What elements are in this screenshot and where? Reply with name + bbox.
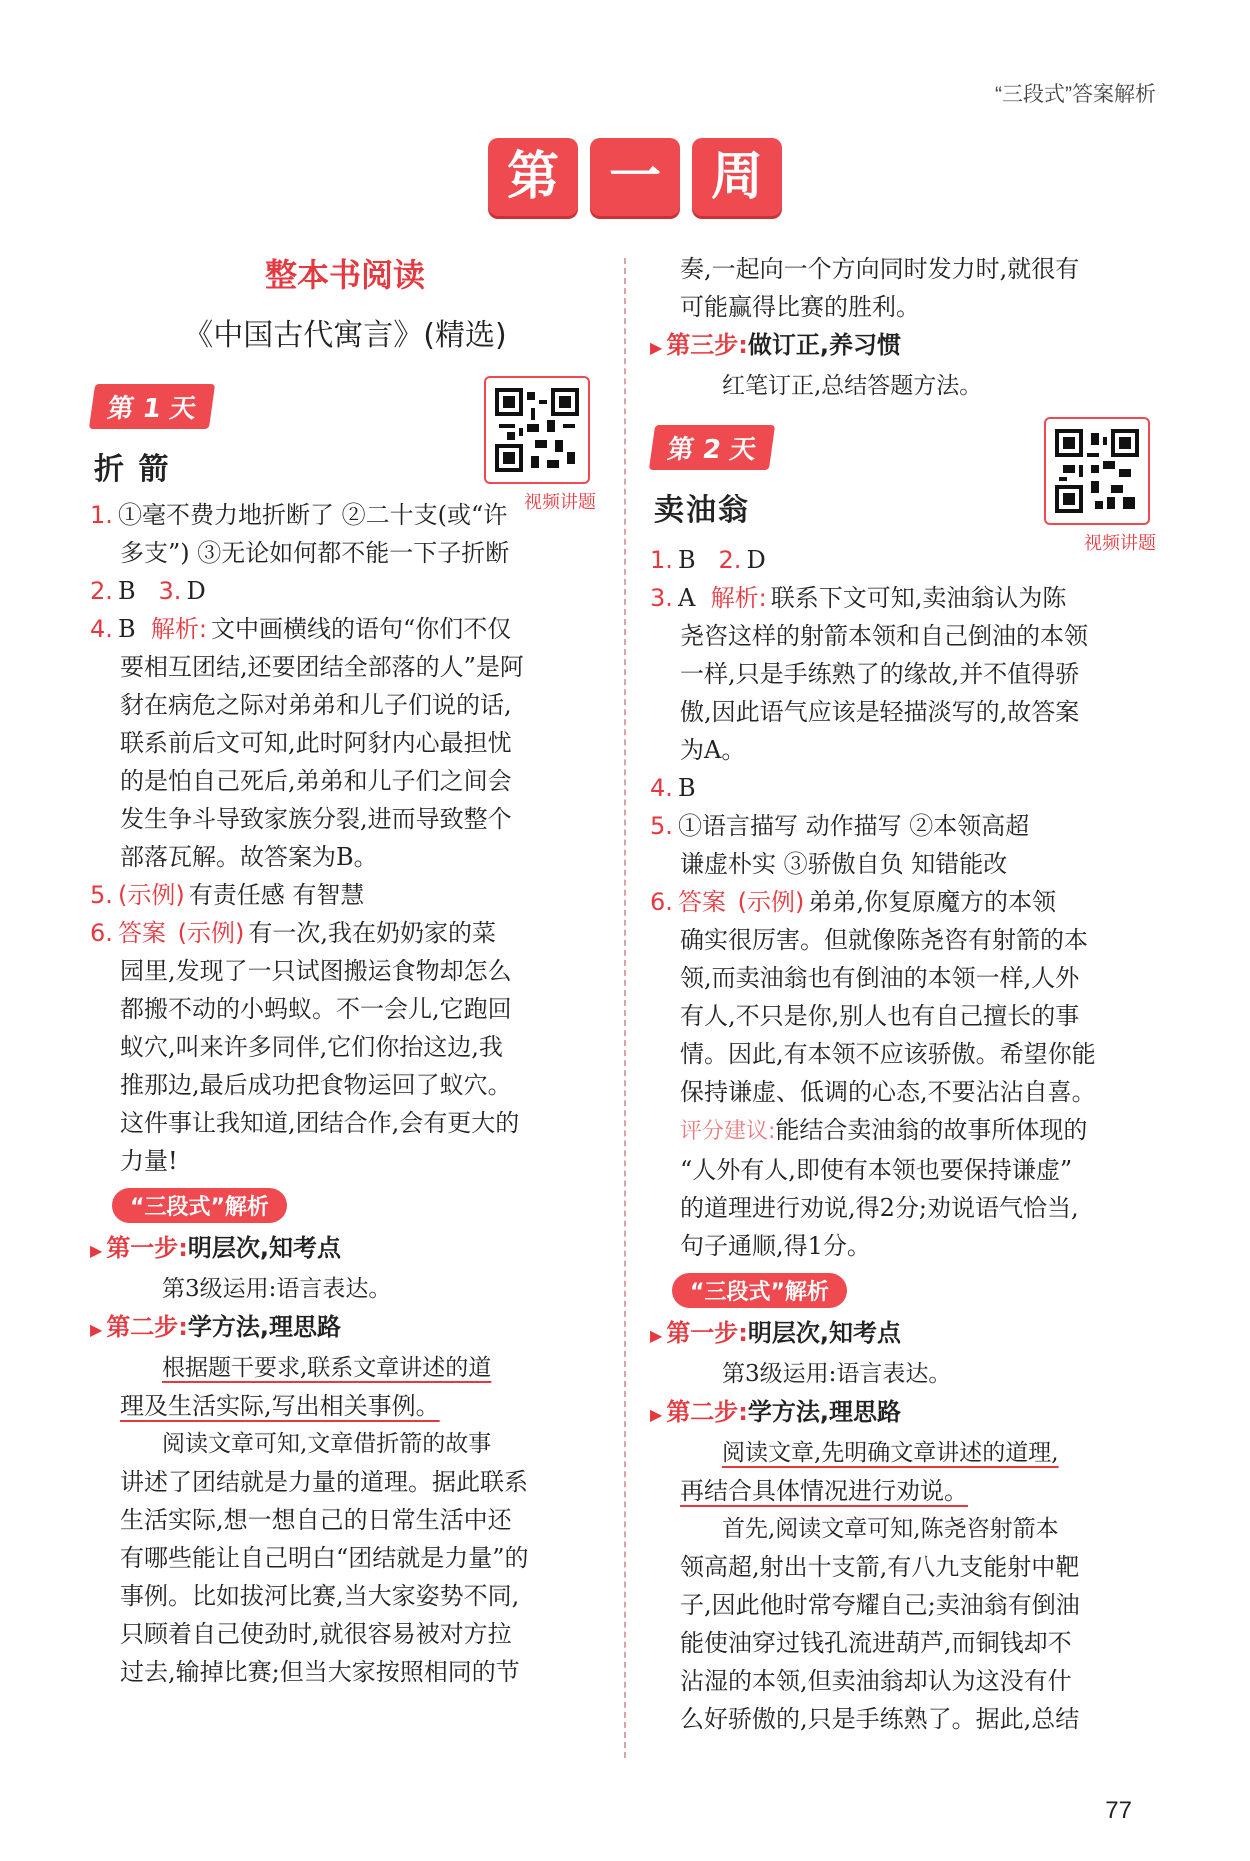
step-text: 阅读文章可知,文章借折箭的故事 [162, 1431, 492, 1457]
answer-number: 2. [90, 577, 113, 605]
answer-1-cont: 多支”) ③无论如何都不能一下子折断 [120, 539, 510, 567]
step-text: 子,因此他时常夸耀自己;卖油翁有倒油 [680, 1591, 1080, 1619]
answer-text: 有一次,我在奶奶家的菜 [248, 919, 497, 947]
step-desc: 学方法,理思路 [747, 1398, 902, 1426]
step-1 [90, 1229, 600, 1270]
answer-number: 6. [650, 888, 673, 916]
scoring-tag: 评分建议: [680, 1119, 776, 1144]
answer-text: 推那边,最后成功把食物运回了蚁穴。 [120, 1071, 512, 1099]
answer-text: A [678, 584, 696, 612]
answer-text: 豺在病危之际对弟弟和儿子们说的话, [120, 691, 512, 719]
column-divider [624, 258, 626, 1758]
underlined-text: 阅读文章,先明确文章讲述的道理, [722, 1440, 1059, 1466]
answer-text: 蚁穴,叫来许多同伴,它们你抬这边,我 [120, 1033, 503, 1061]
step-name: 第一步: [666, 1319, 748, 1347]
book-title: 《中国古代寓言》(精选) [183, 318, 507, 353]
step-name: 第一步: [106, 1234, 188, 1262]
step-text: 讲述了团结就是力量的道理。据此联系 [120, 1468, 528, 1496]
answer-text: B [678, 774, 696, 802]
answer-text: B [678, 546, 696, 574]
answer-text: B [118, 577, 136, 605]
answer-2-3 [90, 572, 600, 610]
answer-text: 园里,发现了一只试图搬运食物却怎么 [120, 957, 512, 985]
day-header [90, 376, 600, 513]
answer-number: 6. [90, 919, 113, 947]
answer-tag: 答案 [678, 888, 726, 916]
answer-text: 部落瓦解。故答案为B。 [120, 843, 378, 871]
analysis-tag: 解析: [150, 615, 207, 643]
answer-number: 1. [90, 501, 113, 529]
answer-6 [650, 883, 1160, 921]
arrow-icon: ▶ [650, 1326, 663, 1345]
answer-text: ①毫不费力地折断了 ②二十支(或“许 [118, 501, 508, 529]
answer-text: ①语言描写 动作描写 ②本领高超 [678, 812, 1030, 840]
answer-text: 联系下文可知,卖油翁认为陈 [770, 584, 1067, 612]
step-text: 沾湿的本领,但卖油翁却认为这没有什 [680, 1667, 1072, 1695]
answer-3 [650, 579, 1160, 617]
arrow-icon: ▶ [90, 1320, 103, 1339]
answer-number: 1. [650, 546, 673, 574]
step-desc: 学方法,理思路 [187, 1313, 342, 1341]
step-name: 第二步: [106, 1313, 188, 1341]
step-text: 能使油穿过钱孔流进葫芦,而铜钱却不 [680, 1629, 1072, 1657]
answer-text: 有人,不只是你,别人也有自己擅长的事 [680, 1002, 1080, 1030]
step-1 [650, 1314, 1160, 1355]
qr-label: 视频讲题 [524, 492, 596, 513]
step-2 [650, 1393, 1160, 1434]
week-char: 周 [692, 138, 782, 216]
answer-text: 弟弟,你复原魔方的本领 [808, 888, 1057, 916]
answer-text: 为A。 [680, 736, 746, 764]
underlined-text: 理及生活实际,写出相关事例。 [120, 1392, 440, 1420]
qr-code-icon[interactable] [1044, 417, 1150, 525]
answer-text: B [118, 615, 136, 643]
step-2 [90, 1308, 600, 1349]
week-char: 一 [590, 138, 680, 216]
underlined-text: 再结合具体情况进行劝说。 [680, 1477, 968, 1505]
analysis-tag: 解析: [710, 584, 767, 612]
qr-label: 视频讲题 [1084, 533, 1156, 554]
answer-6 [90, 914, 600, 952]
step-text [650, 1472, 1160, 1510]
answer-text: 的道理进行劝说,得2分;劝说语气恰当, [680, 1194, 1079, 1222]
day-badge: 第 1 天 [89, 384, 216, 429]
answer-number: 4. [650, 774, 673, 802]
answer-text: 一样,只是手练熟了的缘故,并不值得骄 [680, 660, 1080, 688]
answer-text: 情。因此,有本领不应该骄傲。希望你能 [680, 1040, 1096, 1068]
day-header [650, 417, 1160, 554]
arrow-icon: ▶ [650, 338, 663, 357]
step-text: 第3级运用:语言表达。 [722, 1361, 952, 1387]
answer-number: 3. [650, 584, 673, 612]
step-desc: 明层次,知考点 [187, 1234, 342, 1262]
answer-text: 确实很厉害。但就像陈尧咨有射箭的本 [680, 926, 1088, 954]
answer-text: 联系前后文可知,此时阿豺内心最担忧 [120, 729, 512, 757]
right-column [650, 250, 1160, 1738]
answer-5 [650, 807, 1160, 845]
example-tag: (示例) [118, 881, 185, 909]
answer-text: 有责任感 有智慧 [188, 881, 365, 909]
step-text: 只顾着自己使劲时,就很容易被对方拉 [120, 1620, 512, 1648]
step-name: 第三步: [666, 331, 748, 359]
step-text [90, 1349, 600, 1387]
arrow-icon: ▶ [650, 1405, 663, 1424]
answer-text: 都搬不动的小蚂蚁。不一会儿,它跑回 [120, 995, 512, 1023]
answer-text: “人外有人,即使有本领也要保持谦虚” [680, 1156, 1073, 1184]
answer-number: 2. [718, 546, 742, 574]
scoring-hint [650, 1111, 1160, 1151]
answer-text: 能结合卖油翁的故事所体现的 [775, 1116, 1088, 1144]
answer-text: 要相互团结,还要团结全部落的人”是阿 [120, 653, 524, 681]
answer-tag: 答案 [118, 919, 166, 947]
example-tag: (示例) [177, 919, 245, 947]
answer-text: 谦虚朴实 ③骄傲自负 知错能改 [680, 850, 1008, 878]
step-text [650, 1434, 1160, 1472]
step-3 [650, 326, 1160, 367]
answer-text: D [186, 577, 206, 605]
answer-text: 领,而卖油翁也有倒油的本领一样,人外 [680, 964, 1080, 992]
answer-text: D [746, 546, 766, 574]
week-title [488, 138, 782, 216]
answer-number: 5. [650, 812, 673, 840]
lesson-title: 卖油翁 [654, 493, 750, 528]
continued-text: 可能赢得比赛的胜利。 [680, 293, 920, 321]
step-name: 第二步: [666, 1398, 748, 1426]
answer-text: 这件事让我知道,团结合作,会有更大的 [120, 1109, 520, 1137]
answer-4 [90, 610, 600, 648]
step-desc: 做订正,养习惯 [747, 331, 902, 359]
answer-text: 保持谦虚、低调的心态,不要沾沾自喜。 [680, 1078, 1096, 1106]
answer-text: 力量! [120, 1147, 178, 1175]
week-char: 第 [488, 138, 578, 216]
answer-text: 尧咨这样的射箭本领和自己倒油的本领 [680, 622, 1088, 650]
step-text: 过去,输掉比赛;但当大家按照相同的节 [120, 1658, 520, 1686]
step-text: 第3级运用:语言表达。 [162, 1276, 392, 1302]
answer-number: 5. [90, 881, 113, 909]
answer-text: 傲,因此语气应该是轻描淡写的,故答案 [680, 698, 1080, 726]
answer-text: 的是怕自己死后,弟弟和儿子们之间会 [120, 767, 512, 795]
qr-code-icon[interactable] [484, 376, 590, 484]
example-tag: (示例) [737, 888, 805, 916]
step-text: 首先,阅读文章可知,陈尧咨射箭本 [722, 1516, 1059, 1542]
answer-number: 3. [158, 577, 182, 605]
three-step-badge: “三段式”解析 [672, 1273, 847, 1308]
answer-text: 文中画横线的语句“你们不仅 [211, 615, 512, 643]
day-badge: 第 2 天 [649, 425, 776, 470]
step-text: 领高超,射出十支箭,有八九支能射中靶 [680, 1553, 1080, 1581]
answer-text: 发生争斗导致家族分裂,进而导致整个 [120, 805, 512, 833]
step-text [90, 1387, 600, 1425]
step-text: 生活实际,想一想自己的日常生活中还 [120, 1506, 512, 1534]
answer-4 [650, 769, 1160, 807]
answer-text: 句子通顺,得1分。 [680, 1232, 871, 1260]
arrow-icon: ▶ [90, 1241, 103, 1260]
step-text: 红笔订正,总结答题方法。 [722, 373, 983, 399]
header-right-text: “三段式”答案解析 [995, 83, 1156, 106]
page-number: 77 [1105, 1797, 1132, 1824]
three-step-badge: “三段式”解析 [112, 1188, 287, 1223]
underlined-text: 根据题干要求,联系文章讲述的道 [162, 1355, 492, 1381]
step-desc: 明层次,知考点 [747, 1319, 902, 1347]
answer-5 [90, 876, 600, 914]
step-text: 有哪些能让自己明白“团结就是力量”的 [120, 1544, 529, 1572]
answer-number: 4. [90, 615, 113, 643]
continued-text: 奏,一起向一个方向同时发力时,就很有 [680, 255, 1080, 283]
left-column [90, 250, 600, 1691]
step-text: 事例。比如拔河比赛,当大家姿势不同, [120, 1582, 520, 1610]
lesson-title: 折 箭 [94, 452, 171, 487]
section-title: 整本书阅读 [264, 256, 425, 294]
step-text: 么好骄傲的,只是手练熟了。据此,总结 [680, 1705, 1080, 1733]
